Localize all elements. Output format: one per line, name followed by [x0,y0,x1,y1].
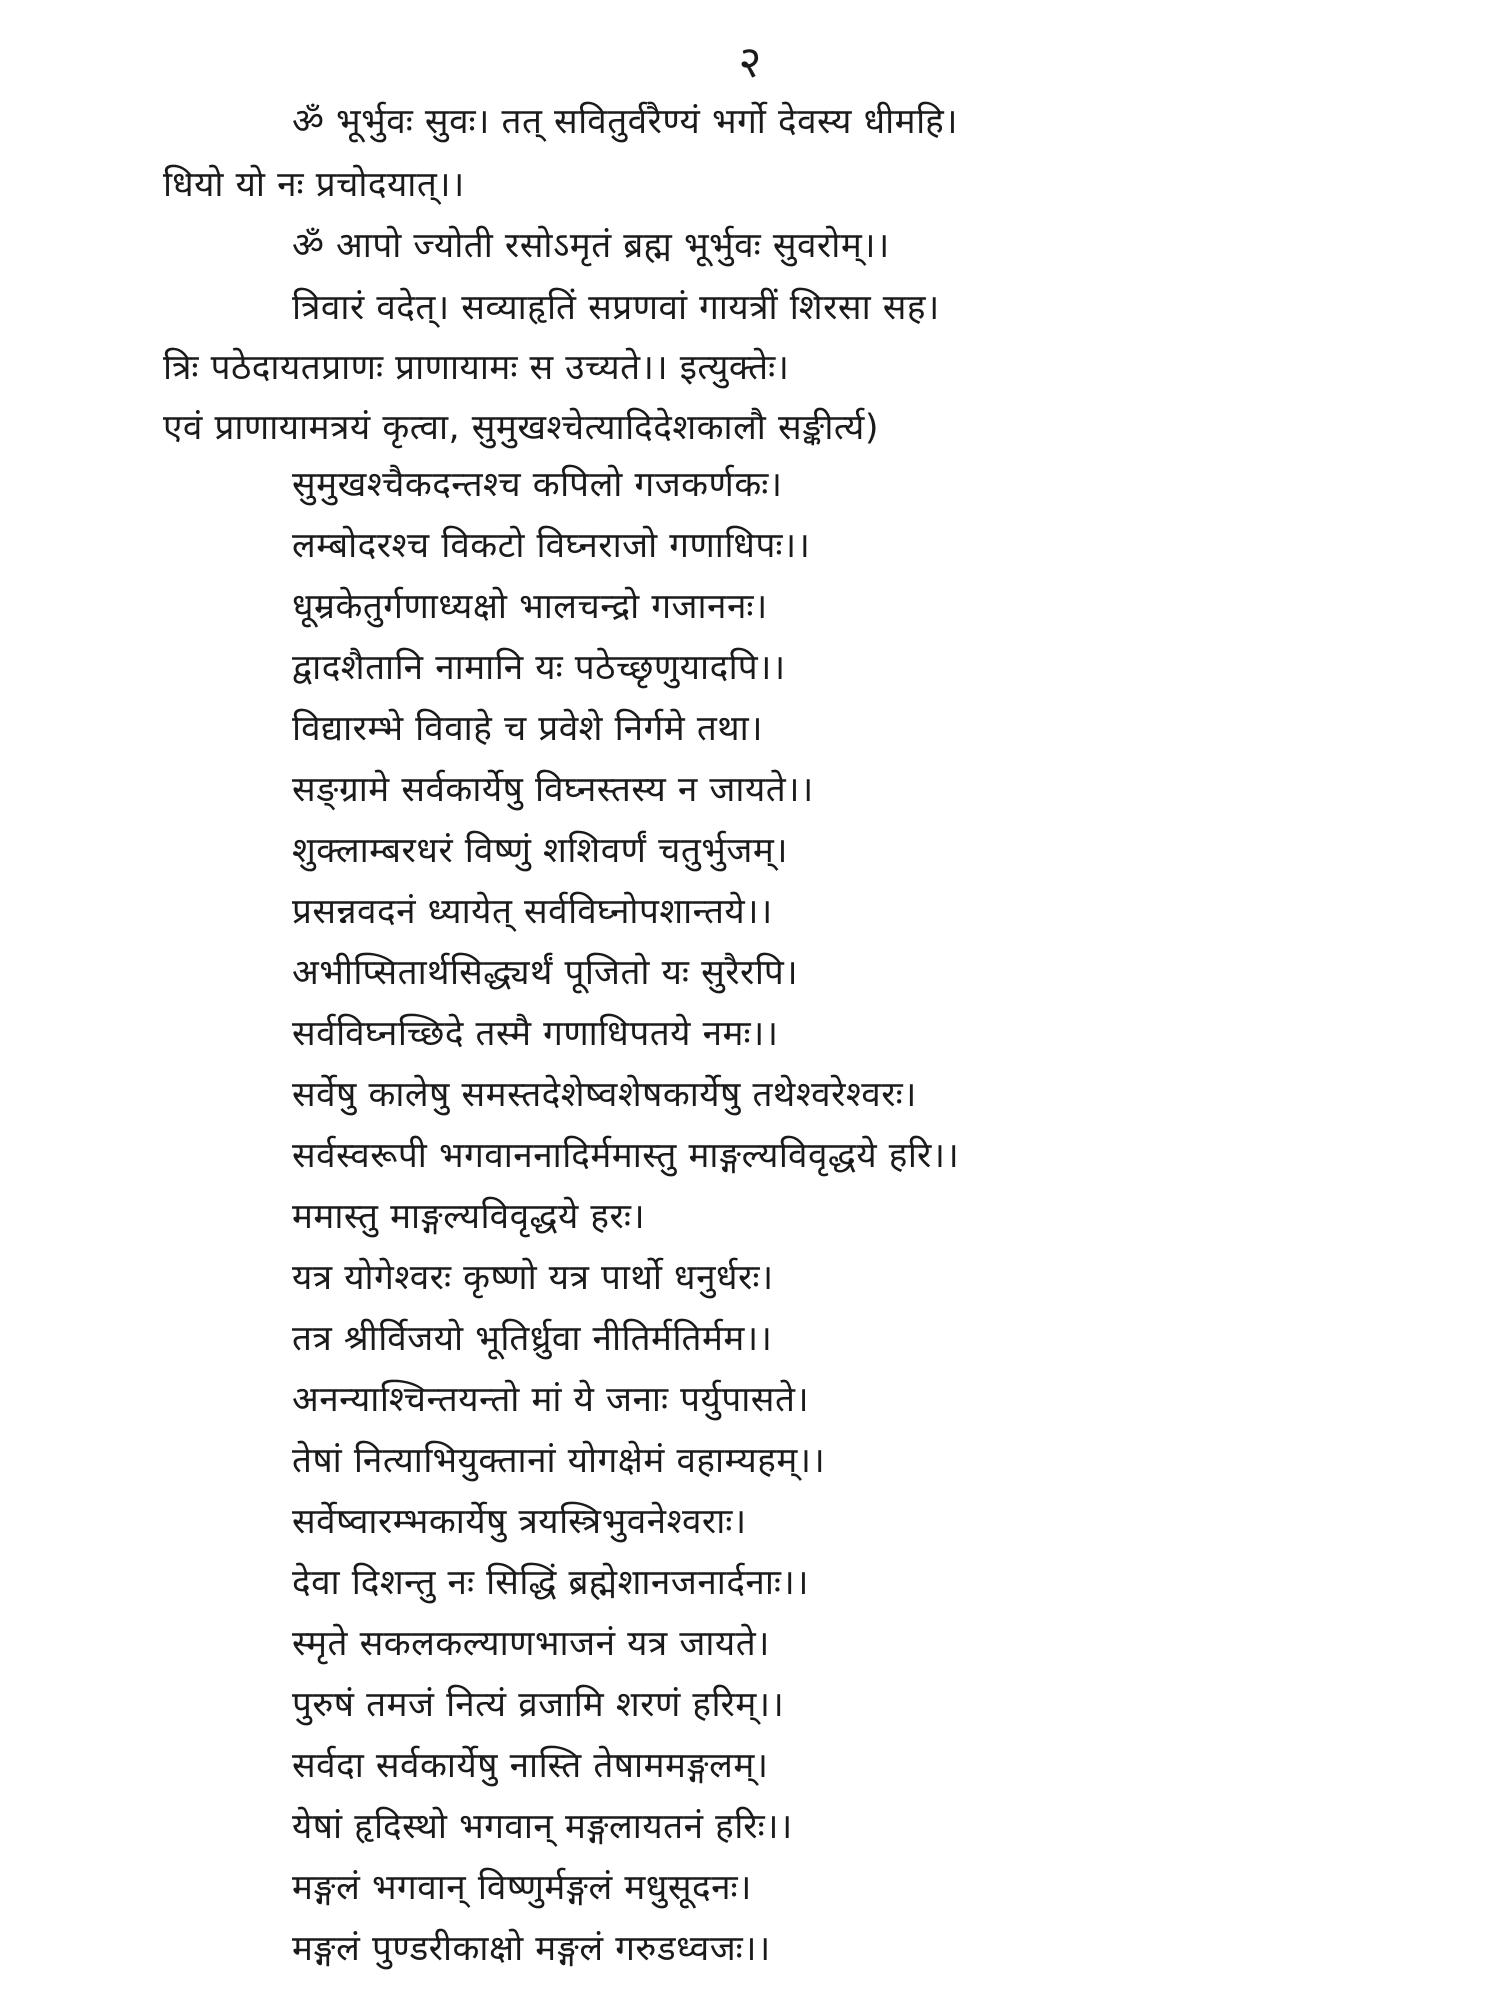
verse-line: सर्वेषु कालेषु समस्तदेशेष्वशेषकार्येषु तथेश्वरेश्वरः। [292,1075,917,1115]
verse-line: यत्र योगेश्वरः कृष्णो यत्र पार्थो धनुर्धरः। [292,1258,774,1298]
verse-line: येषां हृदिस्थो भगवान् मङ्गलायतनं हरिः।। [292,1807,793,1847]
verse-line: मङ्गलं पुण्डरीकाक्षो मङ्गलं गरुडध्वजः।। [292,1929,771,1969]
verse-line: विद्यारम्भे विवाहे च प्रवेशे निर्गमे तथा। [292,709,763,749]
verse-line: सुमुखश्चैकदन्तश्च कपिलो गजकर्णकः। [292,465,783,505]
intro-line: त्रिः पठेदायतप्राणः प्राणायामः स उच्यते।। इत्युक्तेः। [163,348,790,388]
verse-line: अभीप्सितार्थसिद्ध्यर्थं पूजितो यः सुरैरपि। [292,953,799,993]
verse-line: सङ्ग्रामे सर्वकार्येषु विघ्नस्तस्य न जायते।। [292,770,814,810]
intro-line: त्रिवारं वदेत्। सव्याहृतिं सप्रणवां गायत्रीं शिरसा सह। [292,288,940,328]
verse-line: सर्वस्वरूपी भगवाननादिर्ममास्तु माङ्गल्यविवृद्धये हरि।। [292,1136,960,1176]
verse-line: शुक्लाम्बरधरं विष्णुं शशिवर्णं चतुर्भुजम्। [292,831,789,871]
verse-line: तेषां नित्याभियुक्तानां योगक्षेमं वहाम्यहम्।। [292,1441,826,1481]
verse-line: तत्र श्रीर्विजयो भूतिर्ध्रुवा नीतिर्मतिर्मम।। [292,1319,773,1359]
intro-line: ॐ आपो ज्योती रसोऽमृतं ब्रह्म भूर्भुवः सुवरोम्।। [292,226,890,266]
verse-line: स्मृते सकलकल्याणभाजनं यत्र जायते। [292,1624,770,1664]
intro-line: एवं प्राणायामत्रयं कृत्वा, सुमुखश्चेत्यादिदेशकालौ सङ्कीर्त्य) [163,408,879,448]
verse-line: देवा दिशन्तु नः सिद्धिं ब्रह्मेशानजनार्दनाः।। [292,1563,809,1603]
verse-line: ममास्तु माङ्गल्यविवृद्धये हरः। [292,1197,646,1237]
intro-line: धियो यो नः प्रचोदयात्।। [163,165,465,205]
verse-line: मङ्गलं भगवान् विष्णुर्मङ्गलं मधुसूदनः। [292,1868,752,1908]
verse-line: द्वादशैतानि नामानि यः पठेच्छृणुयादपि।। [292,648,786,688]
verse-line: प्रसन्नवदनं ध्यायेत् सर्वविघ्नोपशान्तये।। [292,892,773,932]
verse-line: सर्वदा सर्वकार्येषु नास्ति तेषाममङ्गलम्। [292,1746,769,1786]
verse-line: अनन्याश्चिन्तयन्तो मां ये जनाः पर्युपासते। [292,1380,810,1420]
page-number: २ [738,37,762,88]
intro-line: ॐ भूर्भुवः सुवः। तत् सवितुर्वरैण्यं भर्गो देवस्य धीमहि। [292,102,958,142]
verse-line: लम्बोदरश्च विकटो विघ्नराजो गणाधिपः।। [292,526,811,566]
verse-line: धूम्रकेतुर्गणाध्यक्षो भालचन्द्रो गजाननः। [292,587,768,627]
verse-line: सर्वविघ्नच्छिदे तस्मै गणाधिपतये नमः।। [292,1014,779,1054]
verse-line: सर्वेष्वारम्भकार्येषु त्रयस्त्रिभुवनेश्वराः। [292,1502,747,1542]
verse-line: पुरुषं तमजं नित्यं व्रजामि शरणं हरिम्।। [292,1685,785,1725]
